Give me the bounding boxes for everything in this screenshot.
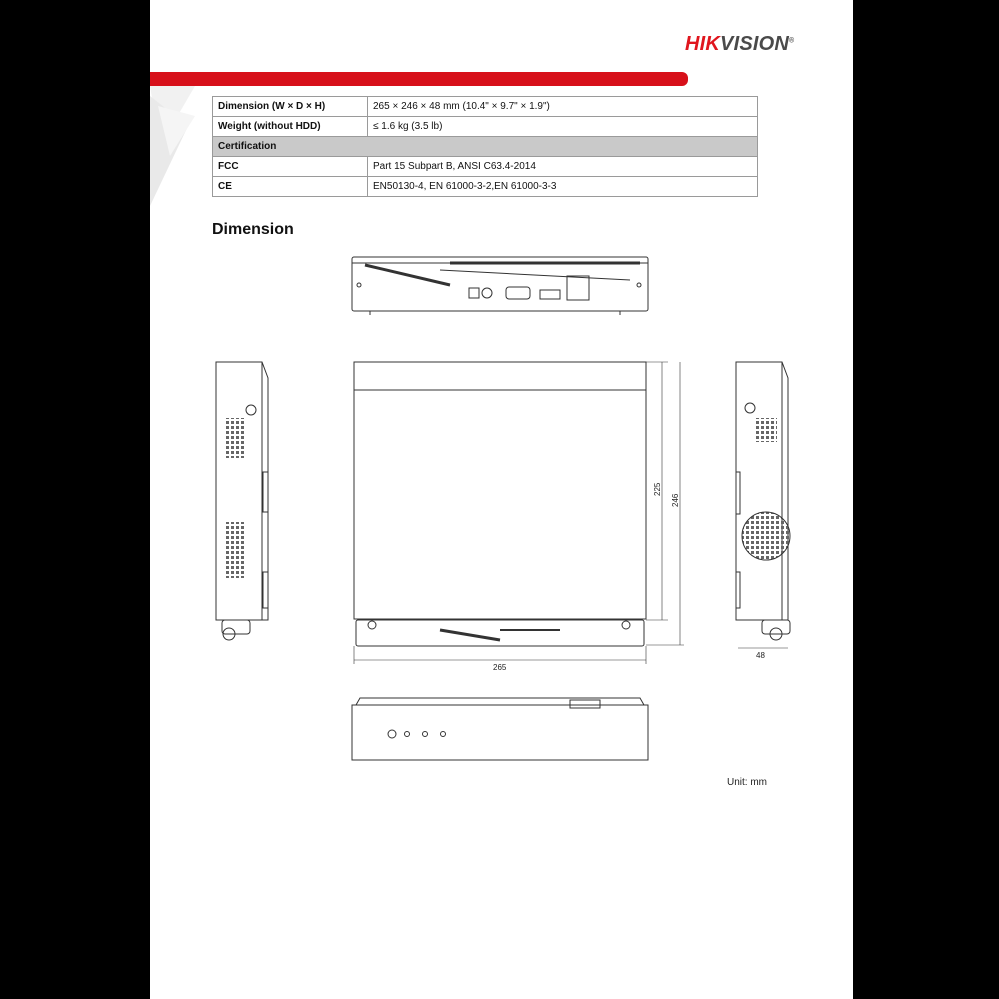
front-view bbox=[352, 698, 648, 760]
spec-key: Dimension (W × D × H) bbox=[213, 97, 368, 117]
spec-section-label: Certification bbox=[213, 137, 758, 157]
dimension-drawing bbox=[150, 0, 853, 999]
right-side-view bbox=[736, 362, 790, 648]
logo-registered-mark: ® bbox=[789, 37, 795, 45]
spec-key: Weight (without HDD) bbox=[213, 117, 368, 137]
dimension-label-depth-outer: 246 bbox=[671, 493, 680, 507]
spec-value: EN50130-4, EN 61000-3-2,EN 61000-3-3 bbox=[368, 177, 758, 197]
left-side-view bbox=[216, 362, 268, 640]
datasheet-page bbox=[150, 0, 853, 999]
dimension-label-depth-inner: 225 bbox=[653, 482, 662, 496]
top-view bbox=[354, 362, 684, 664]
spec-value: Part 15 Subpart B, ANSI C63.4-2014 bbox=[368, 157, 758, 177]
logo-vision-text: VISION bbox=[720, 33, 790, 55]
spec-value: 265 × 246 × 48 mm (10.4" × 9.7" × 1.9") bbox=[368, 97, 758, 117]
unit-label: Unit: mm bbox=[727, 777, 767, 788]
dimension-title: Dimension bbox=[212, 221, 294, 238]
dimension-label-width: 265 bbox=[493, 663, 507, 672]
spec-key: CE bbox=[213, 177, 368, 197]
logo-hik-text: HIK bbox=[685, 33, 721, 55]
spec-value: ≤ 1.6 kg (3.5 lb) bbox=[368, 117, 758, 137]
rear-view bbox=[352, 257, 648, 315]
dimension-label-height: 48 bbox=[756, 651, 765, 660]
spec-key: FCC bbox=[213, 157, 368, 177]
